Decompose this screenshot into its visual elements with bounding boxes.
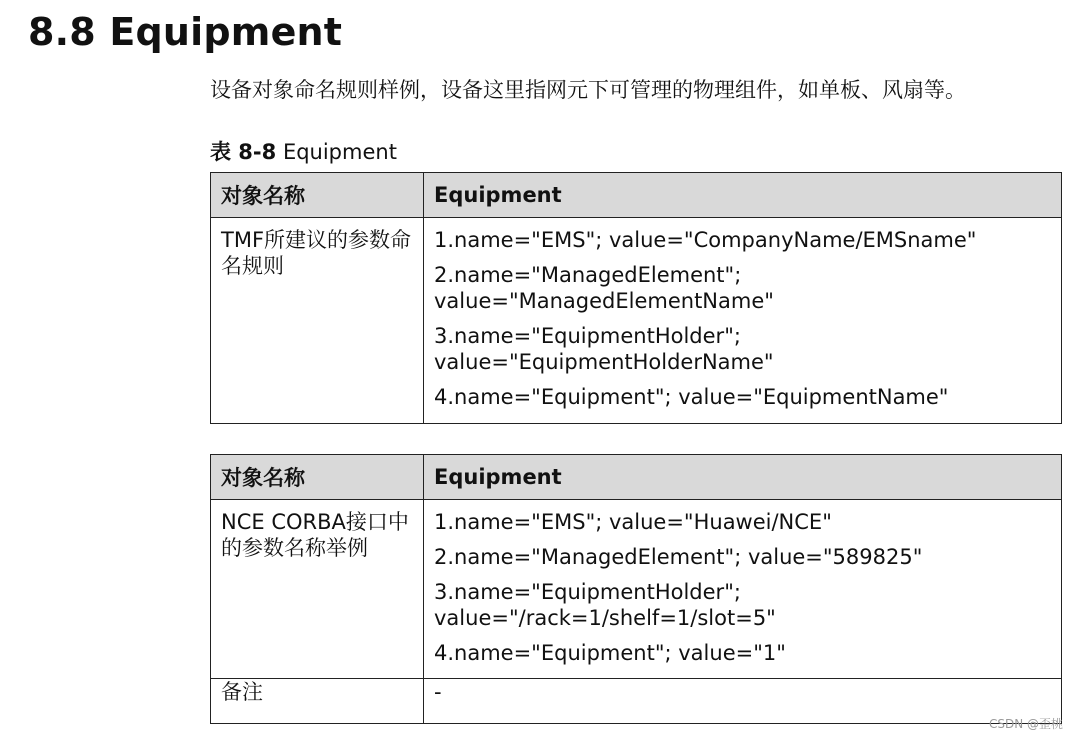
equipment-table-tmf: [210, 172, 1062, 424]
note-label-cell: [211, 679, 424, 724]
row-label-cell: [211, 500, 424, 679]
section-title: 8.8 Equipment: [28, 10, 343, 54]
header-object-name: 对象名称: [211, 455, 424, 500]
row-label-tmf: TMF所建议的参数命名规则: [221, 228, 412, 278]
row-label-cell: [211, 218, 424, 424]
table-header-row: [211, 455, 1062, 500]
param-line-2: 2.name="ManagedElement"; value="589825": [434, 545, 923, 569]
param-line-3: 3.name="EquipmentHolder"; value="EquipmentHolderName": [434, 324, 774, 374]
header-equipment: Equipment: [424, 455, 1062, 500]
note-label: 备注: [221, 680, 263, 704]
equipment-table-nce: [210, 454, 1062, 724]
row-label-nce: NCE CORBA接口中的参数名称举例: [221, 510, 409, 560]
param-line-3: 3.name="EquipmentHolder"; value="/rack=1/shelf=1/slot=5": [434, 580, 776, 630]
note-value: -: [434, 680, 442, 704]
param-line-1: 1.name="EMS"; value="CompanyName/EMSname": [434, 228, 977, 252]
header-equipment: Equipment: [424, 173, 1062, 218]
table-caption-title: Equipment: [276, 140, 397, 164]
table-row: [211, 500, 1062, 679]
section-intro: 设备对象命名规则样例，设备这里指网元下可管理的物理组件，如单板、风扇等。: [210, 78, 966, 102]
watermark: CSDN @歪桃: [988, 717, 1063, 731]
table-row: [211, 679, 1062, 724]
param-line-1: 1.name="EMS"; value="Huawei/NCE": [434, 510, 832, 534]
table-caption: [210, 136, 397, 166]
param-line-4: 4.name="Equipment"; value="EquipmentName": [434, 385, 949, 409]
param-line-4: 4.name="Equipment"; value="1": [434, 641, 786, 665]
row-values-cell: [424, 500, 1062, 679]
table-caption-number: 表 8-8: [210, 140, 277, 164]
table-row: [211, 218, 1062, 424]
table-header-row: [211, 173, 1062, 218]
row-values-cell: [424, 218, 1062, 424]
note-value-cell: [424, 679, 1062, 724]
header-object-name: 对象名称: [211, 173, 424, 218]
param-line-2: 2.name="ManagedElement"; value="ManagedElementName": [434, 263, 774, 313]
